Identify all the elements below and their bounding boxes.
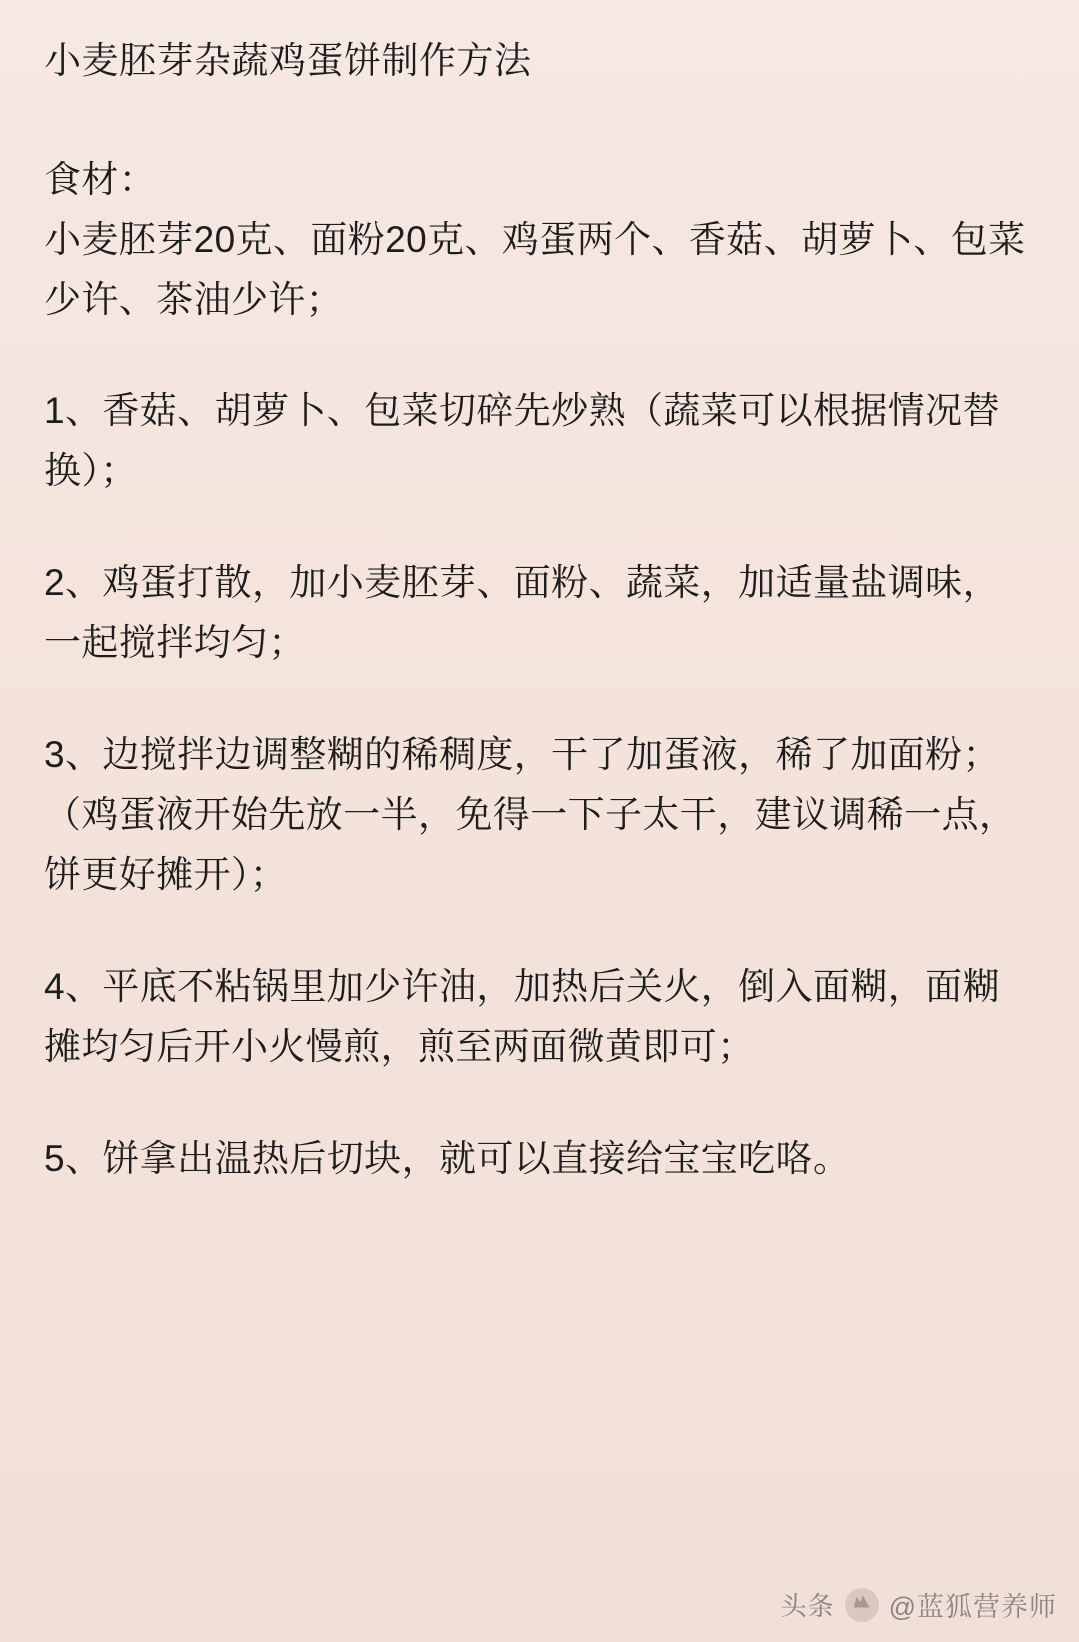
step-text-3: 3、边搅拌边调整糊的稀稠度，干了加蛋液，稀了加面粉；（鸡蛋液开始先放一半，免得一下子太干，建议调稀一点，饼更好摊开）； [44,734,1017,896]
ingredients-heading: 食材： [44,158,157,200]
ingredients-body: 小麦胚芽20克、面粉20克、鸡蛋两个、香菇、胡萝卜、包菜少许、茶油少许； [44,218,1026,320]
watermark-platform: 头条 [780,1591,835,1621]
step-text-4: 4、平底不粘锅里加少许油，加热后关火，倒入面糊，面糊摊均匀后开小火慢煎，煎至两面微黄即可； [44,966,1000,1067]
page-title: 小麦胚芽杂蔬鸡蛋饼制作方法 [44,40,532,81]
step-item [44,725,1035,905]
step-item [44,957,1035,1077]
watermark-author: @蓝狐营养师 [888,1592,1057,1622]
step-item [44,553,1035,673]
step-item [44,1129,1035,1189]
step-text-5: 5、饼拿出温热后切块，就可以直接给宝宝吃咯。 [44,1137,851,1179]
step-text-2: 2、鸡蛋打散，加小麦胚芽、面粉、蔬菜，加适量盐调味，一起搅拌均匀； [44,562,1000,664]
step-item [44,381,1035,501]
step-text-1: 1、香菇、胡萝卜、包菜切碎先炒熟（蔬菜可以根据情况替换）； [44,390,1000,492]
watermark [781,1585,1057,1624]
avatar-icon [845,1588,879,1622]
ingredients-section [44,150,1035,330]
